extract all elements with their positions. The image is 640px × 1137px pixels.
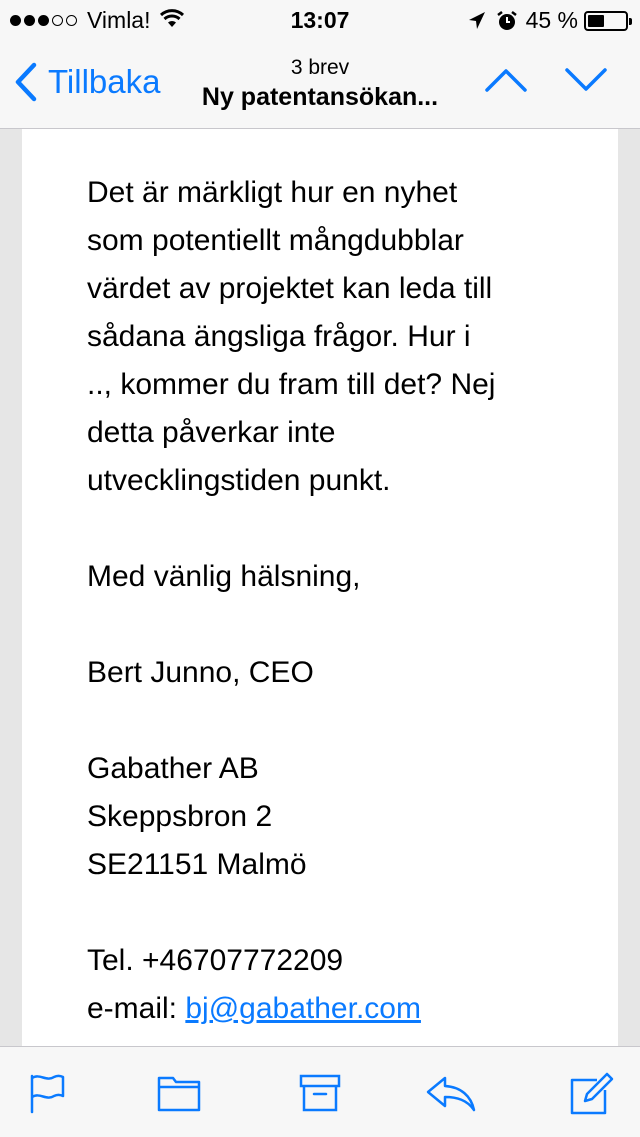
signature-name: Bert Junno, CEO	[87, 656, 314, 689]
message-subject: Ny patentansökan...	[201, 83, 439, 111]
greeting: Med vänlig hälsning,	[87, 560, 361, 593]
paragraph-line: som potentiellt mångdubblar	[87, 224, 464, 257]
company-address	[87, 745, 567, 889]
flag-button[interactable]	[28, 1072, 68, 1114]
status-bar	[0, 0, 640, 40]
alarm-icon	[496, 10, 518, 32]
folder-icon	[157, 1072, 201, 1112]
carrier-name: Vimla!	[87, 7, 151, 33]
battery-level	[588, 15, 604, 27]
chevron-down-icon	[564, 66, 608, 94]
nav-title	[170, 56, 470, 114]
archive-button[interactable]	[299, 1072, 341, 1114]
company-name: Gabather AB	[87, 752, 259, 785]
bottom-toolbar	[0, 1046, 640, 1137]
contact-info	[87, 937, 567, 1033]
previous-message-button[interactable]	[484, 66, 528, 99]
status-time: 13:07	[290, 7, 350, 33]
reply-icon	[425, 1072, 477, 1114]
chevron-left-icon	[14, 62, 38, 102]
compose-button[interactable]	[569, 1072, 615, 1116]
next-message-button[interactable]	[564, 66, 608, 99]
paragraph-line: sådana ängsliga frågor. Hur i	[87, 320, 471, 353]
back-label: Tillbaka	[48, 63, 161, 100]
message-body[interactable]	[22, 129, 618, 1046]
flag-icon	[28, 1072, 68, 1114]
reply-button[interactable]	[425, 1072, 477, 1114]
message-text	[87, 169, 567, 1033]
paragraph-line: utvecklingstiden punkt.	[87, 464, 391, 497]
status-right	[468, 7, 628, 34]
message-paragraph	[87, 169, 567, 505]
paragraph-line: .., kommer du fram till det? Nej	[87, 368, 496, 401]
nav-bar	[0, 40, 640, 129]
location-arrow-icon	[468, 11, 486, 31]
street-address: Skeppsbron 2	[87, 800, 273, 833]
battery-icon	[584, 11, 628, 31]
compose-icon	[569, 1072, 615, 1116]
message-count: 3 brev	[290, 56, 350, 79]
paragraph-line: detta påverkar inte	[87, 416, 336, 449]
email-prefix: e-mail:	[87, 992, 186, 1025]
back-button[interactable]	[14, 62, 161, 102]
phone-number[interactable]: Tel. +46707772209	[87, 944, 344, 977]
archive-icon	[299, 1072, 341, 1114]
paragraph-line: värdet av projektet kan leda till	[87, 272, 493, 305]
battery-percent: 45 %	[525, 7, 578, 33]
postal-address: SE21151 Malmö	[87, 848, 307, 881]
move-to-folder-button[interactable]	[157, 1072, 201, 1112]
chevron-up-icon	[484, 66, 528, 94]
email-link[interactable]: bj@gabather.com	[185, 992, 421, 1025]
paragraph-line: Det är märkligt hur en nyhet	[87, 176, 458, 209]
